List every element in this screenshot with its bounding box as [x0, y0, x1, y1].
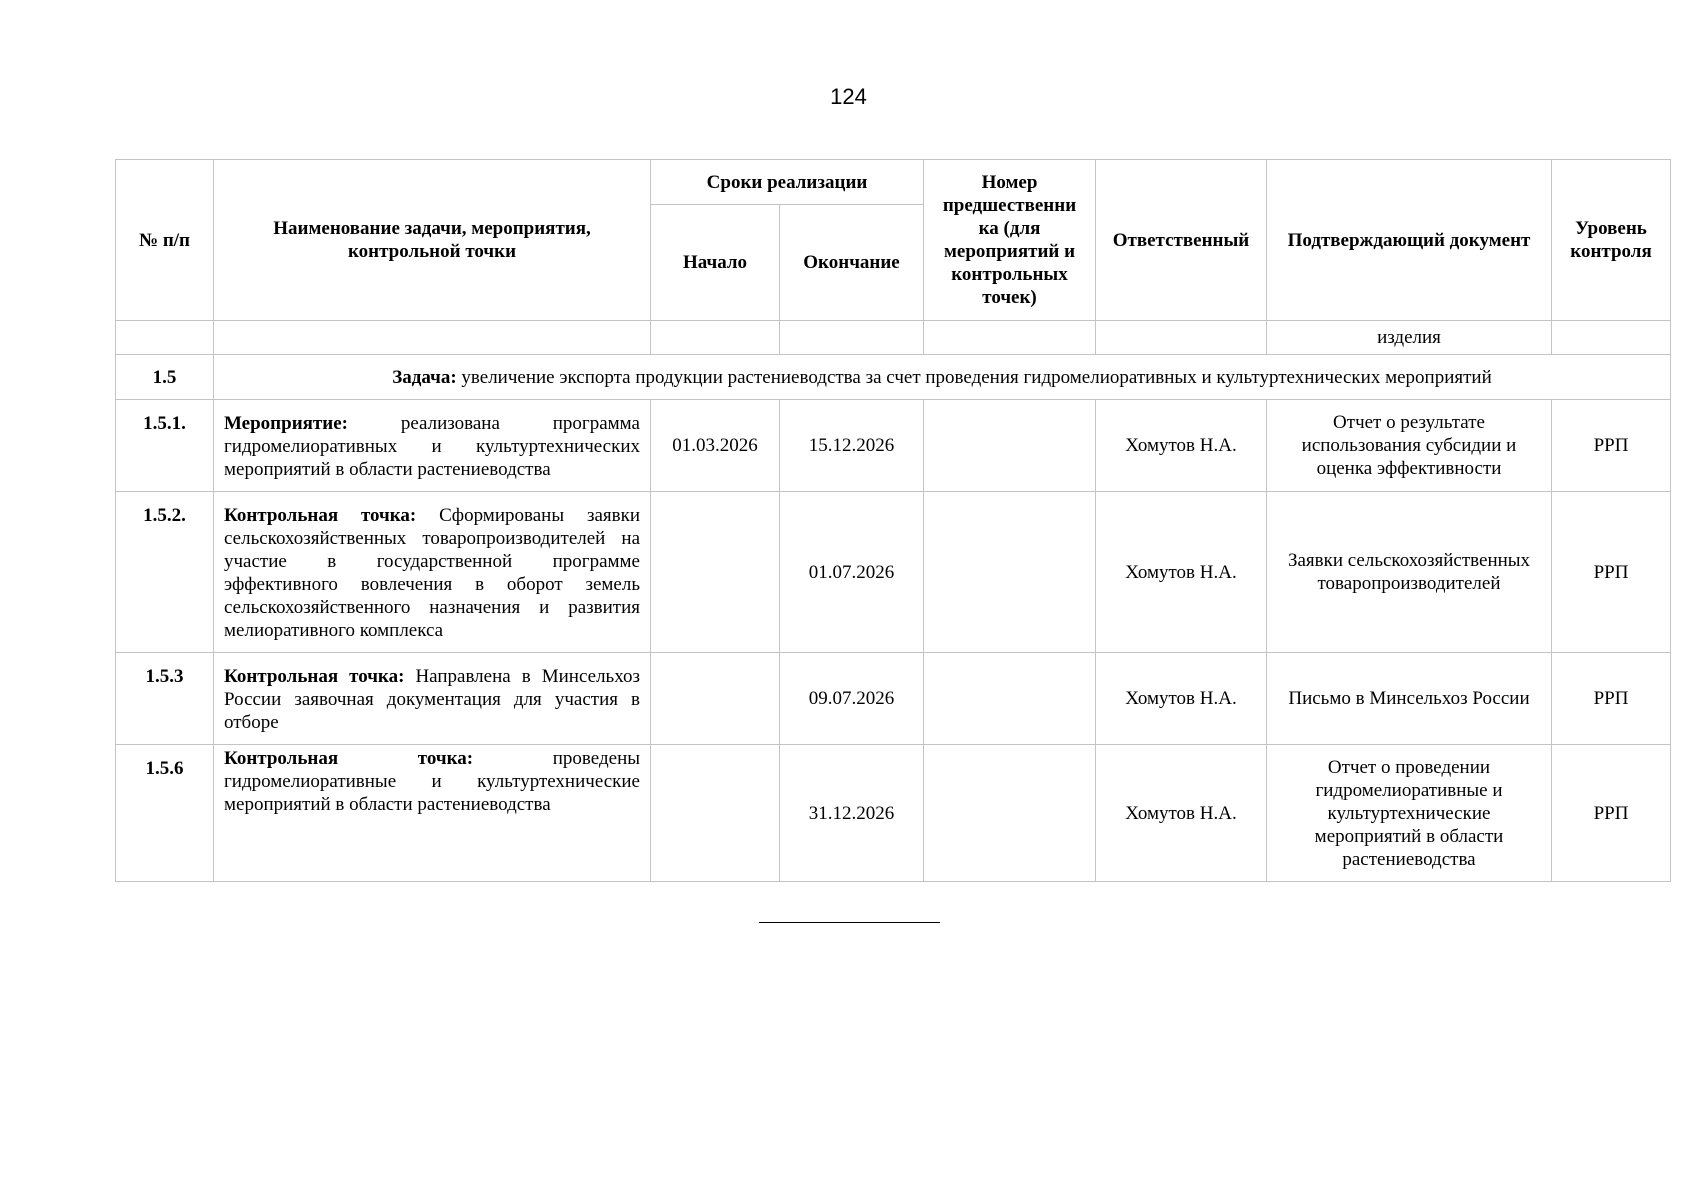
- header-num: № п/п: [116, 160, 214, 321]
- row-document: Заявки сельскохозяйственных товаропроизводителей: [1267, 492, 1552, 653]
- table-row: [116, 492, 1671, 653]
- row-responsible: Хомутов Н.А.: [1096, 492, 1267, 653]
- cont-document: изделия: [1267, 321, 1552, 355]
- header-end: Окончание: [780, 205, 924, 321]
- continuation-row: [116, 321, 1671, 355]
- row-level: РРП: [1552, 653, 1671, 745]
- row-end: 15.12.2026: [780, 400, 924, 492]
- row-level: РРП: [1552, 400, 1671, 492]
- row-name: [214, 745, 651, 882]
- row-text: проведены гидромелиоративные и культуртехнические мероприятий в области растениеводства: [224, 748, 641, 815]
- row-responsible: Хомутов Н.А.: [1096, 653, 1267, 745]
- row-end: 09.07.2026: [780, 653, 924, 745]
- cont-start: [651, 321, 780, 355]
- table-row: [116, 745, 1671, 882]
- plan-table: [115, 159, 1671, 882]
- row-end: 01.07.2026: [780, 492, 924, 653]
- row-label: Контрольная точка:: [224, 666, 405, 687]
- header-terms: Сроки реализации: [651, 160, 924, 205]
- task-num: 1.5: [116, 355, 214, 400]
- row-responsible: Хомутов Н.А.: [1096, 400, 1267, 492]
- header-name: Наименование задачи, мероприятия, контрольной точки: [214, 160, 651, 321]
- cont-responsible: [1096, 321, 1267, 355]
- end-separator-line: [759, 922, 940, 923]
- row-num: 1.5.1.: [116, 400, 214, 492]
- header-predecessor: Номер предшественни ка (для мероприятий и контрольных точек): [924, 160, 1096, 321]
- row-text: Направлена в Минсельхоз России заявочная документация для участия в отборе: [224, 666, 640, 733]
- row-predecessor: [924, 653, 1096, 745]
- row-num: 1.5.2.: [116, 492, 214, 653]
- header-responsible: Ответственный: [1096, 160, 1267, 321]
- row-num: 1.5.6: [116, 745, 214, 882]
- table-row: [116, 400, 1671, 492]
- row-label: Контрольная точка:: [224, 505, 417, 526]
- row-text: Сформированы заявки сельскохозяйственных товаропроизводителей на участие в государственной программе эффективного вовлечения в оборот земель сельскохозяйственного назначения и развития мелиоративного комплекса: [224, 505, 640, 641]
- row-level: РРП: [1552, 745, 1671, 882]
- cont-predecessor: [924, 321, 1096, 355]
- row-start: [651, 745, 780, 882]
- task-text: увеличение экспорта продукции растениеводства за счет проведения гидромелиоративных и культуртехнических мероприятий: [456, 366, 1492, 388]
- task-row: [116, 355, 1671, 400]
- header-document: Подтверждающий документ: [1267, 160, 1552, 321]
- table-row: [116, 653, 1671, 745]
- row-label: Мероприятие:: [224, 413, 348, 434]
- row-start: [651, 653, 780, 745]
- row-num: 1.5.3: [116, 653, 214, 745]
- cont-level: [1552, 321, 1671, 355]
- row-predecessor: [924, 400, 1096, 492]
- cont-end: [780, 321, 924, 355]
- row-name: [214, 492, 651, 653]
- row-text: реализована программа гидромелиоративных и культуртехнических мероприятий в области растениеводства: [224, 413, 640, 480]
- task-cell: [214, 355, 1671, 400]
- header-start: Начало: [651, 205, 780, 321]
- row-document: Отчет о результате использования субсидии и оценка эффективности: [1267, 400, 1552, 492]
- row-predecessor: [924, 492, 1096, 653]
- header-level: Уровень контроля: [1552, 160, 1671, 321]
- row-document: Письмо в Минсельхоз России: [1267, 653, 1552, 745]
- row-label: Контрольная точка:: [224, 748, 474, 769]
- row-end: 31.12.2026: [780, 745, 924, 882]
- page-number: 124: [830, 84, 867, 109]
- cont-name: [214, 321, 651, 355]
- row-responsible: Хомутов Н.А.: [1096, 745, 1267, 882]
- row-level: РРП: [1552, 492, 1671, 653]
- cont-num: [116, 321, 214, 355]
- task-label: Задача:: [392, 366, 457, 388]
- row-name: [214, 653, 651, 745]
- row-name: [214, 400, 651, 492]
- row-document: Отчет о проведении гидромелиоративные и культуртехнические мероприятий в области растениеводства: [1267, 745, 1552, 882]
- row-predecessor: [924, 745, 1096, 882]
- row-start: 01.03.2026: [651, 400, 780, 492]
- row-start: [651, 492, 780, 653]
